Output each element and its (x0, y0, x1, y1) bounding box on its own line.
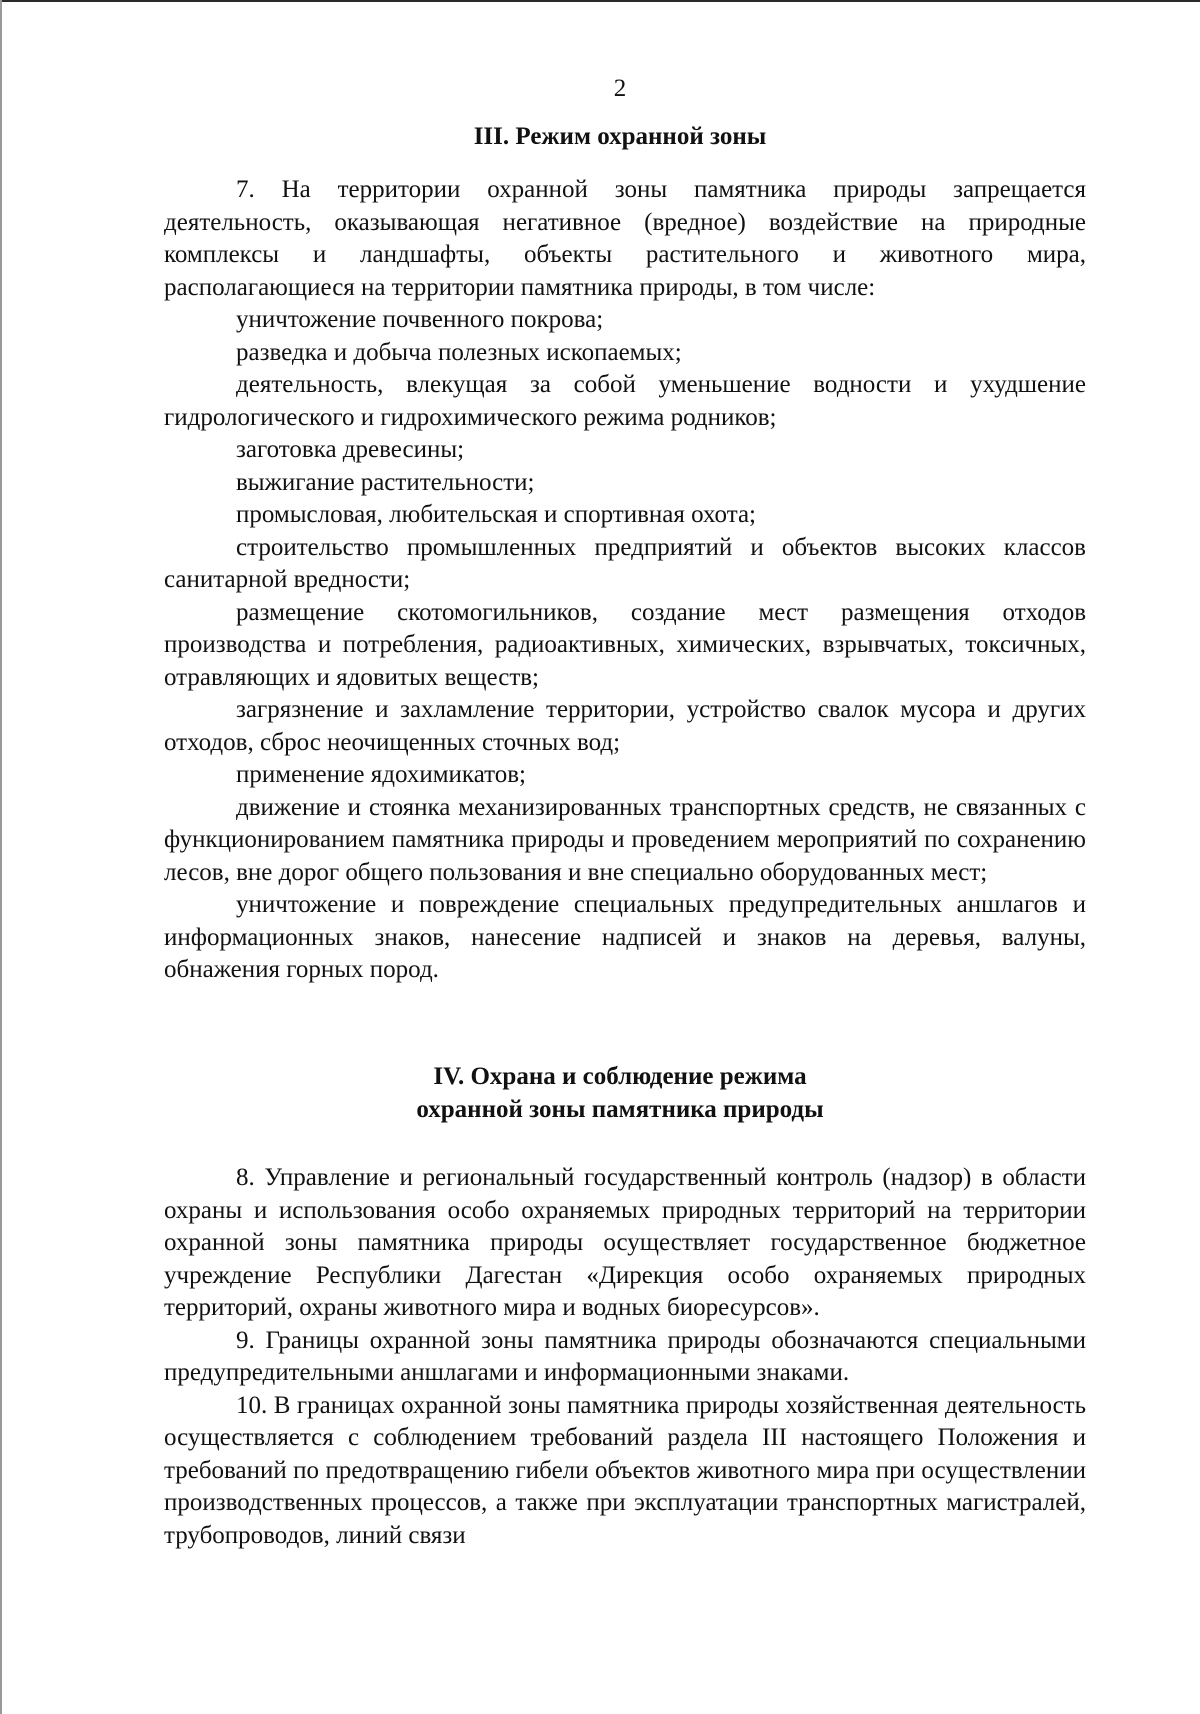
prohibition-item: уничтожение и повреждение специальных предупредительных аншлагов и информационных знаков, нанесение надписей и знаков на деревья, валуны, обнажения горных пород. (164, 891, 1086, 983)
prohibition-item: промысловая, любительская и спортивная охота; (236, 501, 756, 528)
prohibition-item: выжигание растительности; (236, 468, 535, 496)
prohibition-item: уничтожение почвенного покрова; (236, 306, 604, 333)
scan-edge-top (0, 0, 1200, 2)
prohibition-item: деятельность, влекущая за собой уменьшение водности и ухудшение гидрологического и гидрохимического режима родников; (164, 371, 1086, 431)
clause-8: 8. Управление и региональный государственный контроль (надзор) в области охраны и использования особо охраняемых природных территорий на территории охранной зоны памятника природы осуществляет государственное бюджетное учреждение Республики Дагестан «Дирекция особо охраняемых природных территорий, охраны животного мира и водных биоресурсов». (164, 1164, 1086, 1321)
prohibition-item: заготовка древесины; (236, 436, 465, 463)
prohibition-item: движение и стоянка механизированных транспортных средств, не связанных с функционированием памятника природы и проведением мероприятий по сохранению лесов, вне дорог общего пользования и вне специально оборудованных мест; (164, 793, 1086, 886)
page-number: 2 (613, 75, 627, 102)
scan-edge-left (0, 0, 2, 1714)
section-4-body (164, 1162, 1086, 1552)
clause-9: 9. Границы охранной зоны памятника природы обозначаются специальными предупредительными аншлагами и информационными знаками. (164, 1326, 1086, 1386)
prohibition-item: загрязнение и захламление территории, устройство свалок мусора и других отходов, сброс неочищенных сточных вод; (164, 696, 1086, 756)
section-3-body (164, 174, 1086, 987)
section-4-heading (0, 1060, 1200, 1126)
section-4-heading-line-2: охранной зоны памятника природы (416, 1096, 824, 1123)
section-4-heading-line-1: IV. Охрана и соблюдение режима (433, 1063, 807, 1090)
prohibition-item: применение ядохимикатов; (236, 761, 526, 788)
clause-7-intro: 7. На территории охранной зоны памятника природы запрещается деятельность, оказывающая негативное (вредное) воздействие на природные комплексы и ландшафты, объекты растительного и животного мира, располагающиеся на территории памятника природы, в том числе: (164, 176, 1086, 301)
section-3-heading: III. Режим охранной зоны (473, 123, 767, 150)
prohibition-item: строительство промышленных предприятий и объектов высоких классов санитарной вредности; (164, 533, 1086, 593)
prohibition-item: разведка и добыча полезных ископаемых; (236, 338, 682, 366)
prohibition-item: размещение скотомогильников, создание мест размещения отходов производства и потребления, радиоактивных, химических, взрывчатых, токсичных, отравляющих и ядовитых веществ; (164, 598, 1086, 691)
clause-10: 10. В границах охранной зоны памятника природы хозяйственная деятельность осуществляется с соблюдением требований раздела III настоящего Положения и требований по предотвращению гибели объектов животного мира при осуществлении производственных процессов, а также при эксплуатации транспортных магистралей, трубопроводов, линий связи (164, 1391, 1086, 1549)
